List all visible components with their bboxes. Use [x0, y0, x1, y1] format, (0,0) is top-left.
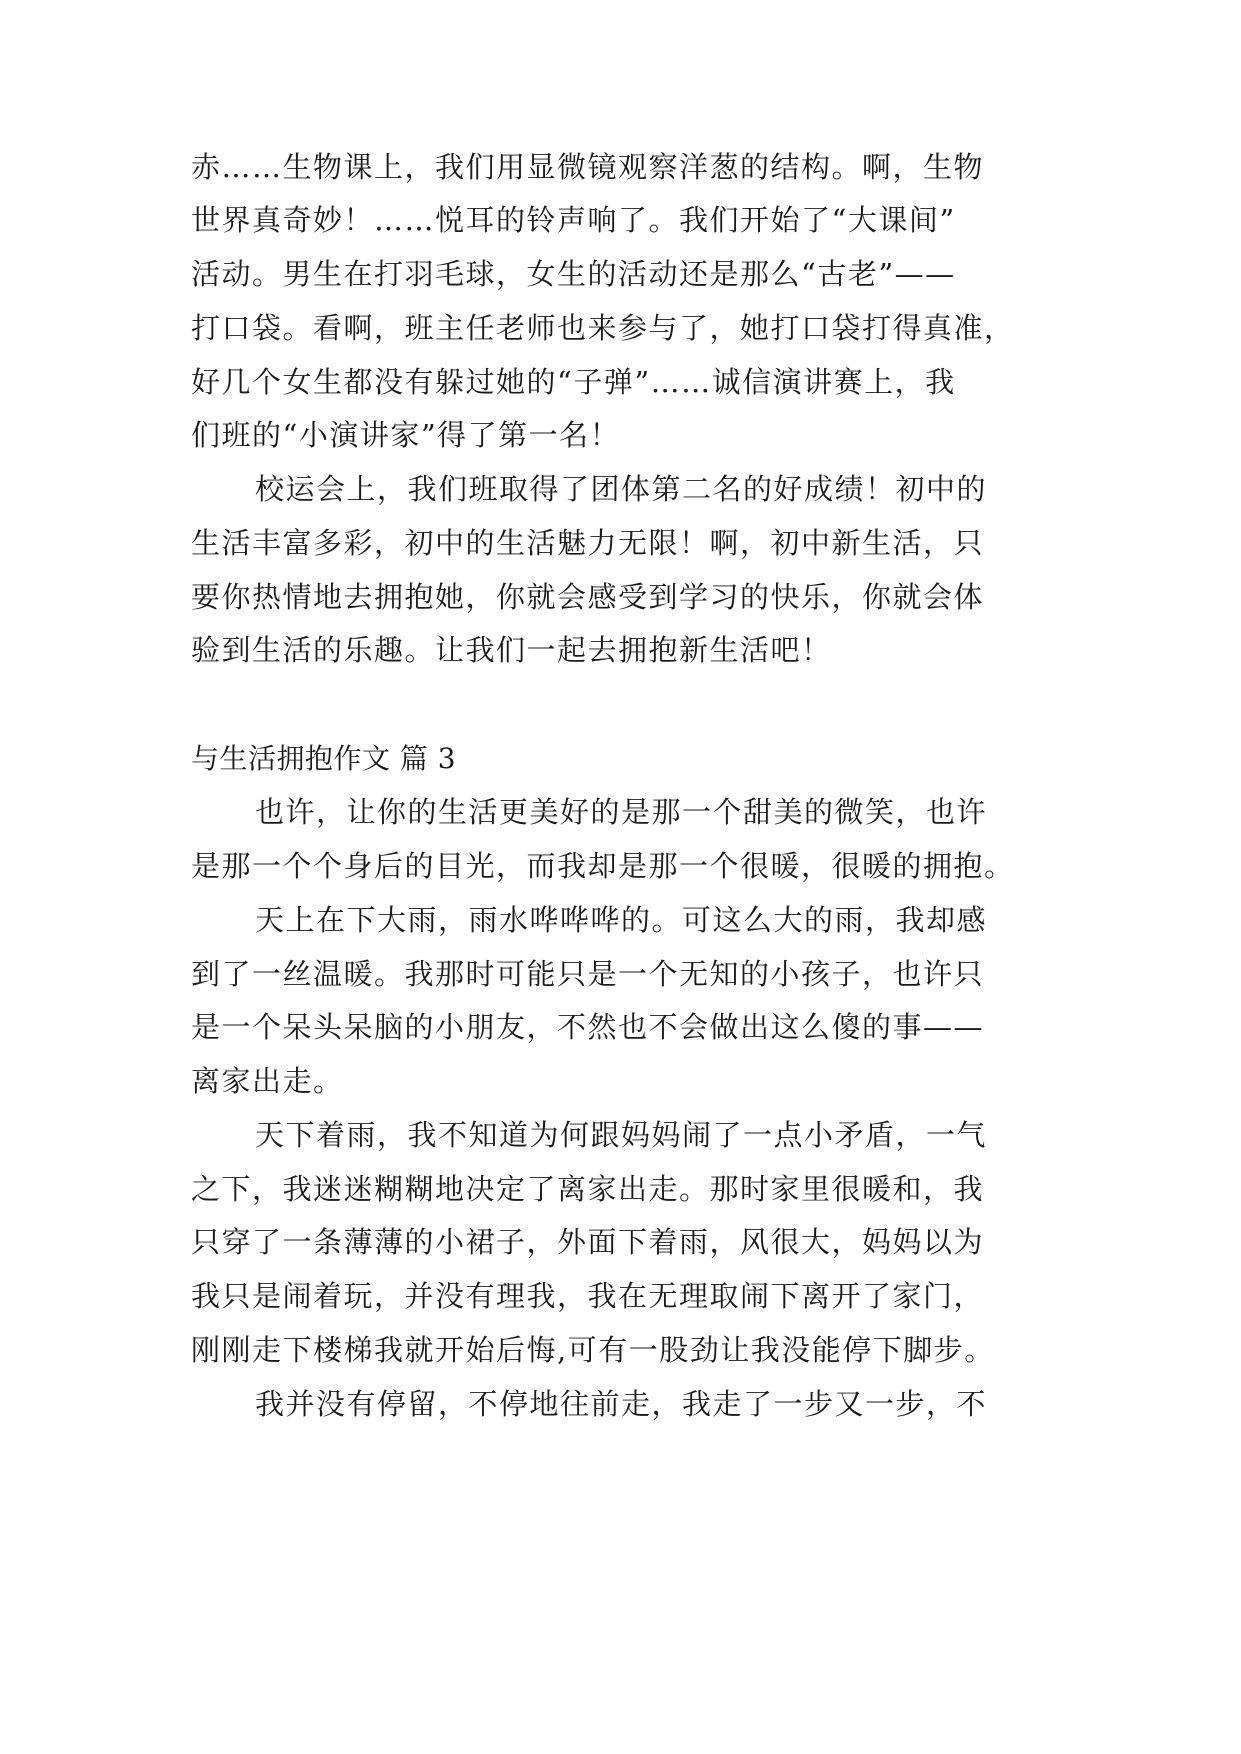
text-line: 也许，让你的生活更美好的是那一个甜美的微笑，也许 [255, 795, 988, 829]
text-line: 世界真奇妙！……悦耳的铃声响了。我们开始了“大课间” [191, 203, 956, 237]
text-line: 是那一个个身后的目光，而我却是那一个很暖，很暖的拥抱。 [191, 849, 1015, 883]
text-line: 打口袋。看啊，班主任老师也来参与了，她打口袋打得真准， [191, 311, 1015, 345]
text-line: 校运会上，我们班取得了团体第二名的好成绩！初中的 [255, 472, 988, 506]
text-line: 生活丰富多彩，初中的生活魅力无限！啊，初中新生活，只 [191, 526, 985, 560]
text-line: 是一个呆头呆脑的小朋友，不然也不会做出这么傻的事—— [191, 1010, 985, 1044]
text-line: 要你热情地去拥抱她，你就会感受到学习的快乐，你就会体 [191, 580, 985, 614]
text-line: 赤……生物课上，我们用显微镜观察洋葱的结构。啊，生物 [191, 150, 985, 184]
text-line: 之下，我迷迷糊糊地决定了离家出走。那时家里很暖和，我 [191, 1172, 985, 1206]
text-line: 们班的“小演讲家”得了第一名！ [191, 418, 621, 452]
text-line: 好几个女生都没有躲过她的“子弹”……诚信演讲赛上，我 [191, 365, 956, 399]
text-line: 我并没有停留，不停地往前走，我走了一步又一步，不 [255, 1387, 988, 1421]
text-line: 离家出走。 [191, 1064, 344, 1098]
text-line: 天下着雨，我不知道为何跟妈妈闹了一点小矛盾，一气 [255, 1118, 988, 1152]
text-line: 活动。男生在打羽毛球，女生的活动还是那么“古老”—— [191, 257, 956, 291]
text-line: 到了一丝温暖。我那时可能只是一个无知的小孩子，也许只 [191, 957, 985, 991]
text-line: 验到生活的乐趣。让我们一起去拥抱新生活吧！ [191, 633, 832, 667]
text-line: 刚刚走下楼梯我就开始后悔,可有一股劲让我没能停下脚步。 [191, 1333, 995, 1367]
text-line: 只穿了一条薄薄的小裙子，外面下着雨，风很大，妈妈以为 [191, 1225, 985, 1259]
text-line: 天上在下大雨，雨水哗哗哗的。可这么大的雨，我却感 [255, 903, 988, 937]
section-heading: 与生活拥抱作文 篇 3 [191, 742, 457, 775]
text-line: 我只是闹着玩，并没有理我，我在无理取闹下离开了家门， [191, 1279, 985, 1313]
